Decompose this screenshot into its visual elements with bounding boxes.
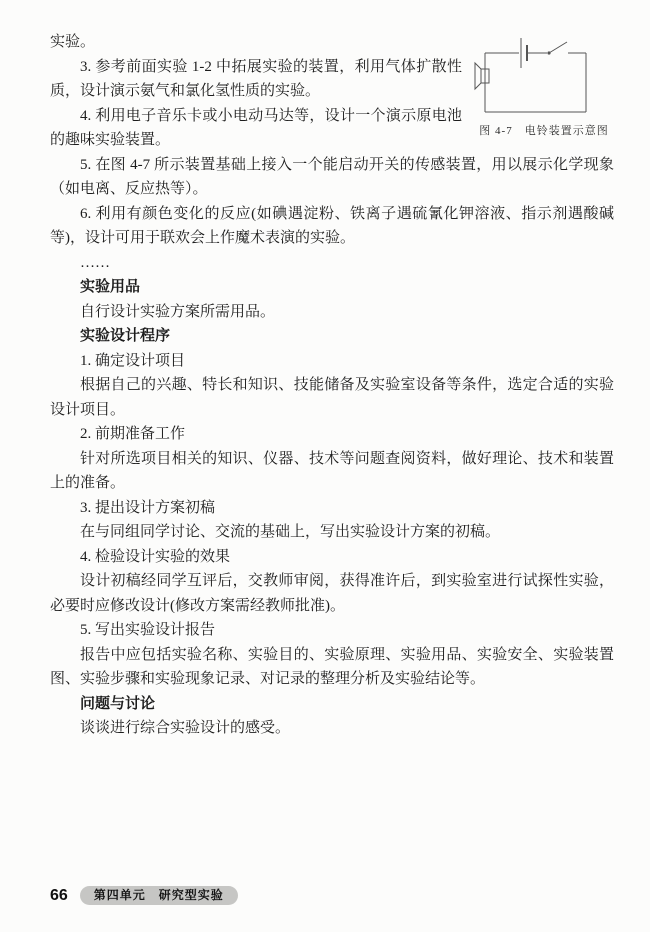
step-3-body: 在与同组同学讨论、交流的基础上，写出实验设计方案的初稿。 [80,524,501,540]
step-5-title: 5. 写出实验设计报告 [80,622,216,638]
list-item-6: 6. 利用有颜色变化的反应(如碘遇淀粉、铁离子遇硫氰化钾溶液、指示剂遇酸碱等)，设计可用于联欢会上作魔术表演的实验。 [50,205,614,246]
bell-icon [475,63,489,89]
paragraph-continuation: 实验。 [50,34,96,50]
battery-icon [521,38,527,68]
ellipsis-line: …… [80,254,110,271]
step-3-title: 3. 提出设计方案初稿 [80,499,216,516]
step-4-title: 4. 检验设计实验的效果 [80,548,231,565]
step-1-title: 1. 确定设计项目 [80,352,186,369]
figure-4-7 [474,30,614,139]
heading-experiment-supplies: 实验用品 [80,278,141,295]
page-content [50,30,614,741]
paragraph-supplies: 自行设计实验方案所需用品。 [80,303,276,320]
list-item-3: 3. 参考前面实验 1-2 中拓展实验的装置，利用气体扩散性质，设计演示氨气和氯化氢性质的实验。 [50,58,462,99]
step-5-body: 报告中应包括实验名称、实验目的、实验原理、实验用品、实验安全、实验装置图、实验步骤和实验现象记录、对记录的整理分析及实验结论等。 [50,646,614,687]
step-1-body: 根据自己的兴趣、特长和知识、技能储备及实验室设备等条件，选定合适的实验设计项目。 [50,377,614,418]
page-number: 66 [50,886,68,904]
step-4-body: 设计初稿经同学互评后，交教师审阅，获得准许后，到实验室进行试探性实验，必要时应修改设计(修改方案需经教师批准)。 [50,573,614,614]
figure-caption: 图 4-7 电铃装置示意图 [479,125,609,137]
paragraph-discussion: 谈谈进行综合实验设计的感受。 [80,720,291,736]
step-2-title: 2. 前期准备工作 [80,426,186,442]
unit-badge: 第四单元 研究型实验 [80,886,238,905]
electric-bell-circuit-diagram [474,30,614,123]
list-item-5: 5. 在图 4-7 所示装置基础上接入一个能启动开关的传感装置，用以展示化学现象（如电离、反应热等）。 [50,156,614,197]
circuit-wire [485,53,586,112]
page-footer [50,886,238,905]
switch-icon [547,42,567,55]
heading-design-procedure: 实验设计程序 [80,327,171,344]
step-2-body: 针对所选项目相关的知识、仪器、技术等问题查阅资料，做好理论、技术和装置上的准备。 [50,450,614,491]
heading-questions-discussion: 问题与讨论 [80,694,156,712]
list-item-4: 4. 利用电子音乐卡或小电动马达等，设计一个演示原电池的趣味实验装置。 [50,107,462,148]
